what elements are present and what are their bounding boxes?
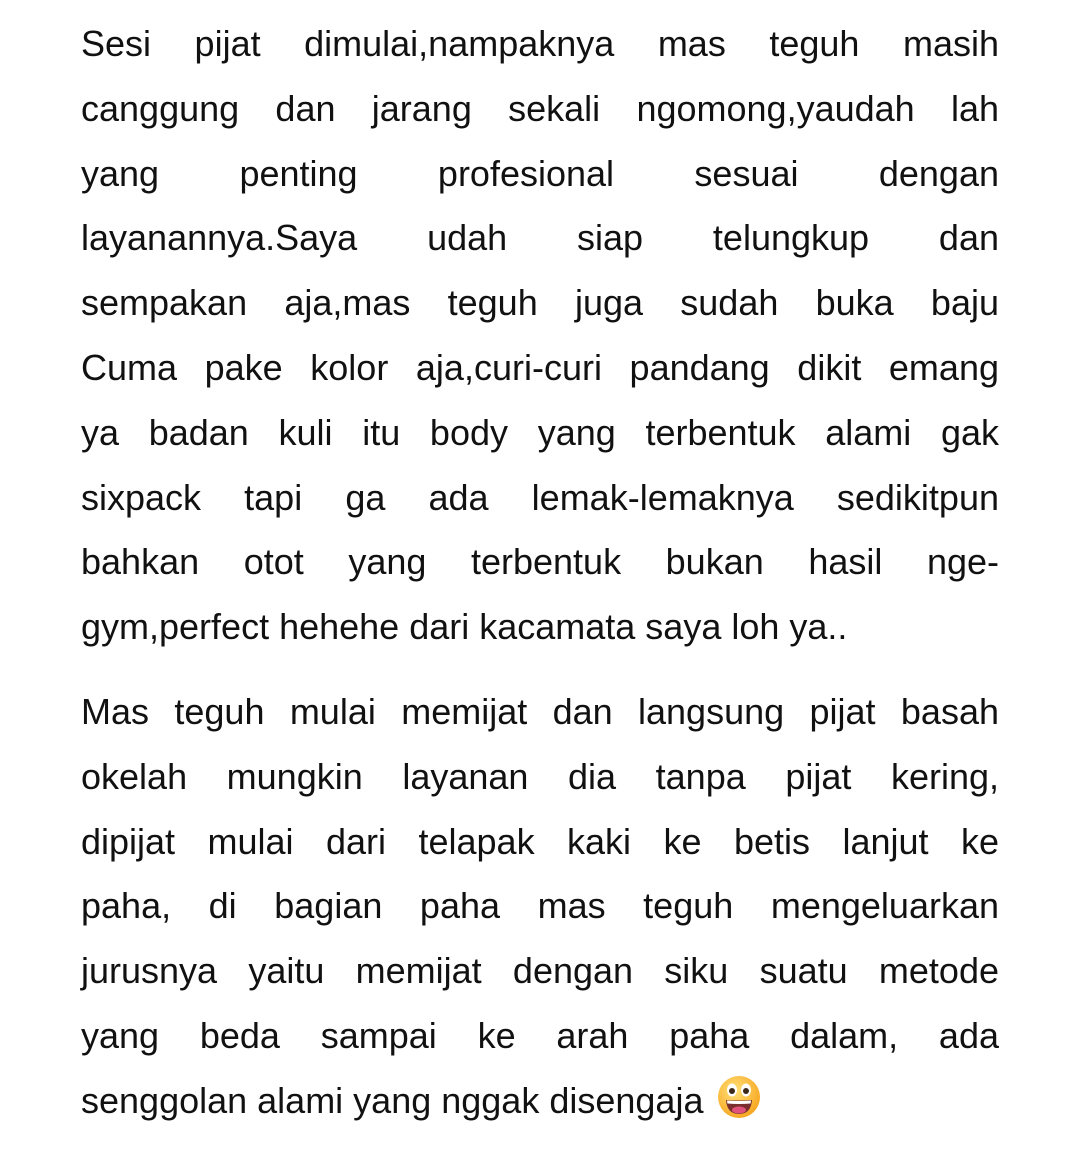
- paragraph-2: [81, 680, 999, 1134]
- text-line: layanannya.Saya udah siap telungkup dan: [81, 217, 999, 259]
- text-line: Sesi pijat dimulai,nampaknya mas teguh masih: [81, 23, 999, 64]
- text-line: gym,perfect hehehe dari kacamata saya loh ya..: [81, 606, 848, 648]
- paragraph-gap: [81, 660, 999, 680]
- last-line: [81, 1069, 999, 1134]
- text-line: paha, di bagian paha mas teguh mengeluarkan: [81, 885, 999, 927]
- text-line: jurusnya yaitu memijat dengan siku suatu metode: [81, 950, 999, 992]
- document-page: [81, 12, 999, 1134]
- text-line: yang beda sampai ke arah paha dalam, ada: [81, 1014, 999, 1056]
- text-line: sempakan aja,mas teguh juga sudah buka baju: [81, 282, 999, 324]
- text-line: senggolan alami yang nggak disengaja: [81, 1079, 704, 1121]
- paragraph-1: [81, 12, 999, 660]
- text-line: Cuma pake kolor aja,curi-curi pandang dikit emang: [81, 346, 999, 388]
- text-line: ya badan kuli itu body yang terbentuk alami gak: [81, 411, 999, 453]
- text-line: canggung dan jarang sekali ngomong,yaudah lah: [81, 87, 999, 129]
- text-line: bahkan otot yang terbentuk bukan hasil nge-: [81, 541, 999, 583]
- text-line: sixpack tapi ga ada lemak-lemaknya sedikitpun: [81, 476, 999, 518]
- text-line: okelah mungkin layanan dia tanpa pijat kering,: [81, 755, 999, 797]
- text-line: dipijat mulai dari telapak kaki ke betis lanjut ke: [81, 820, 999, 862]
- text-line: yang penting profesional sesuai dengan: [81, 152, 999, 194]
- text-line: Mas teguh mulai memijat dan langsung pijat basah: [81, 690, 999, 732]
- grinning-face-emoji-icon: [717, 1075, 761, 1119]
